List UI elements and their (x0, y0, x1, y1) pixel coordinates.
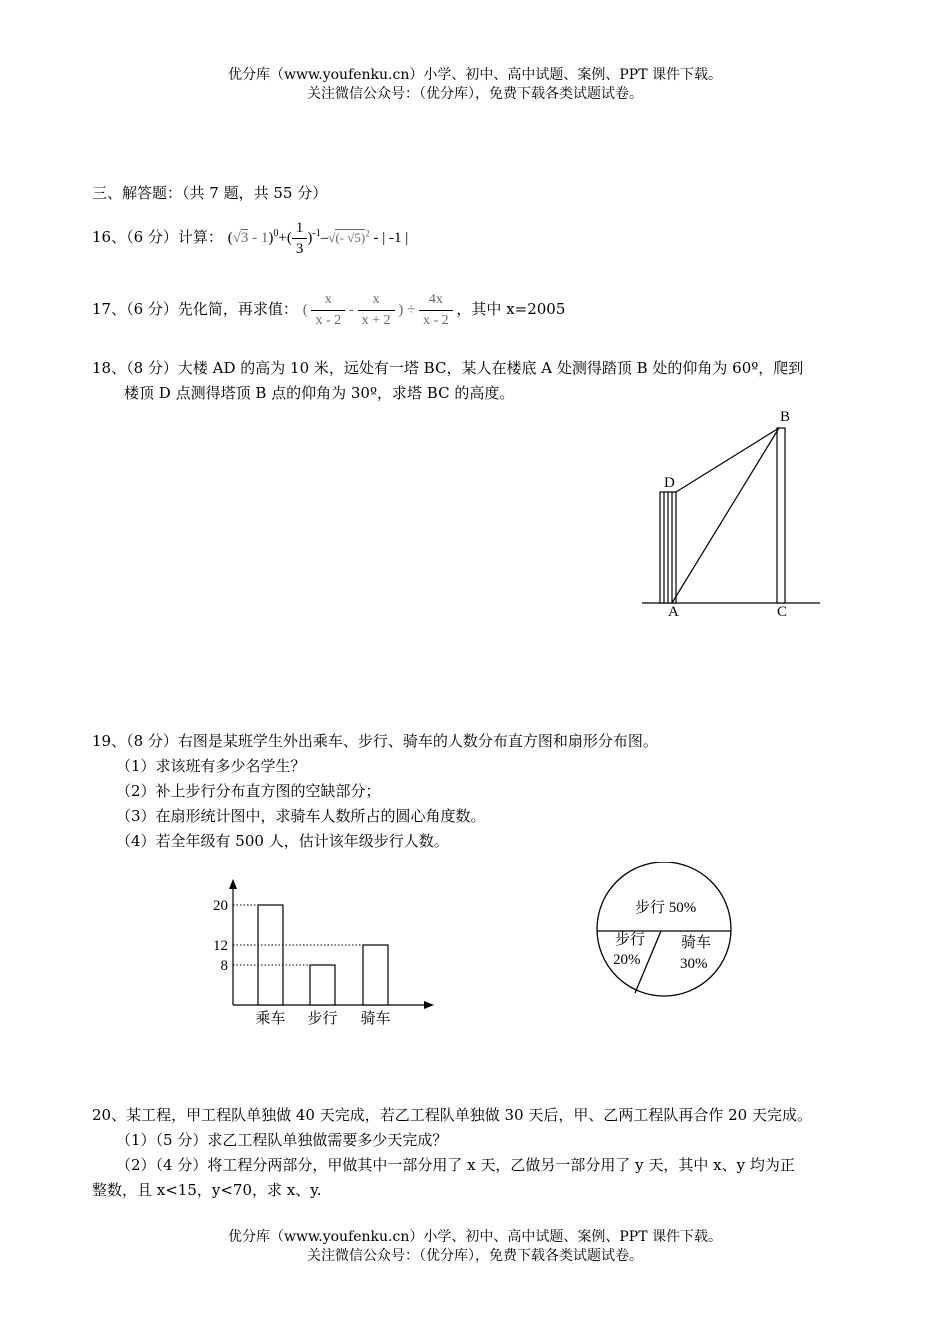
line-db (676, 428, 779, 492)
pie-label-walk-20-name: 步行 (615, 932, 646, 948)
y-tick-label: 8 (220, 958, 228, 974)
q16-expression: (√3 - 1)$^0$+( $\frac{1}{3}$ )$^{-1}$–√(- √5)$^2$ - | -1 | (227, 220, 409, 257)
pie-label-walk-50: 步行 50% (635, 900, 697, 916)
question-19-sub-4: （4）若全年级有 500 人，估计该年级步行人数。 (116, 832, 449, 850)
question-19-sub-1: （1）求该班有多少名学生？ (116, 757, 306, 775)
header (0, 66, 950, 104)
x-axis-arrow (424, 1001, 434, 1009)
question-19-line-1: 19、（8 分）右图是某班学生外出乘车、步行、骑车的人数分布直方图和扇形分布图。 (92, 732, 658, 750)
question-18-line-2: 楼顶 D 点测得塔顶 B 点的仰角为 30º，求塔 BC 的高度。 (124, 384, 515, 402)
x-category-label: 步行 (307, 1011, 338, 1027)
x-category-label: 骑车 (360, 1011, 391, 1027)
pie-label-bike-value: 30% (680, 956, 708, 972)
question-19-sub-3: （3）在扇形统计图中，求骑车人数所占的圆心角度数。 (116, 807, 486, 825)
q17-tail: ，其中 x=2005 (456, 299, 566, 318)
question-19-sub-2: （2）补上步行分布直方图的空缺部分； (116, 782, 381, 800)
question-17 (92, 290, 565, 331)
header-line-1: 优分库（www.youfenku.cn）小学、初中、高中试题、案例、PPT 课件下载。 (227, 67, 722, 83)
footer-line-1: 优分库（www.youfenku.cn）小学、初中、高中试题、案例、PPT 课件下载。 (227, 1229, 722, 1245)
question-18-line-1: 18、（8 分）大楼 AD 的高为 10 米，远处有一塔 BC，某人在楼底 A 处测得踏顶 B 处的仰角为 60º，爬到 (92, 359, 804, 377)
question-20-line-1: 20、某工程，甲工程队单独做 40 天完成，若乙工程队单独做 30 天后，甲、乙两工程队再合作 20 天完成。 (92, 1106, 812, 1124)
question-20-sub-2a: （2）（4 分）将工程分两部分，甲做其中一部分用了 x 天，乙做另一部分用了 y 天，其中 x、y 均为正 (116, 1156, 795, 1174)
q16-label: 16、（6 分）计算： (92, 227, 223, 246)
pie-label-bike-name: 骑车 (681, 935, 712, 951)
footer-line-2: 关注微信公众号：（优分库），免费下载各类试题试卷。 (307, 1248, 643, 1264)
line-ab (672, 428, 779, 603)
pie-chart (595, 862, 745, 1002)
bar-chart (200, 875, 445, 1035)
label-b: B (780, 409, 791, 425)
question-20-sub-1: （1）（5 分）求乙工程队单独做需要多少天完成？ (116, 1131, 448, 1149)
q17-expression: ( $\frac{x}{x - 2}$ - $\frac{x}{x + 2}$ ) ÷ $\frac{4x}{x - 2}$ (303, 302, 457, 318)
label-a: A (668, 604, 679, 620)
label-c: C (777, 604, 788, 620)
pie-label-walk-20-value: 20% (613, 952, 641, 968)
x-category-label: 乘车 (255, 1011, 286, 1027)
pie-circle (597, 862, 731, 996)
question-16 (92, 218, 408, 259)
question-20-sub-2b: 整数，且 x<15，y<70，求 x、y. (92, 1181, 322, 1199)
footer (0, 1228, 950, 1266)
label-d: D (664, 475, 675, 491)
section-title: 三、解答题：（共 7 题，共 55 分） (92, 184, 328, 202)
bar-2 (310, 965, 335, 1005)
y-axis-arrow (229, 879, 237, 889)
tower-diagram (630, 400, 830, 625)
header-line-2: 关注微信公众号：（优分库），免费下载各类试题试卷。 (307, 86, 643, 102)
y-tick-label: 12 (213, 938, 228, 954)
building-ad (660, 492, 676, 603)
y-tick-label: 20 (213, 898, 228, 914)
q17-label: 17、（6 分）先化简，再求值： (92, 299, 298, 318)
bar-3 (363, 945, 388, 1005)
bar-1 (258, 905, 283, 1005)
tower-bc (777, 428, 785, 603)
